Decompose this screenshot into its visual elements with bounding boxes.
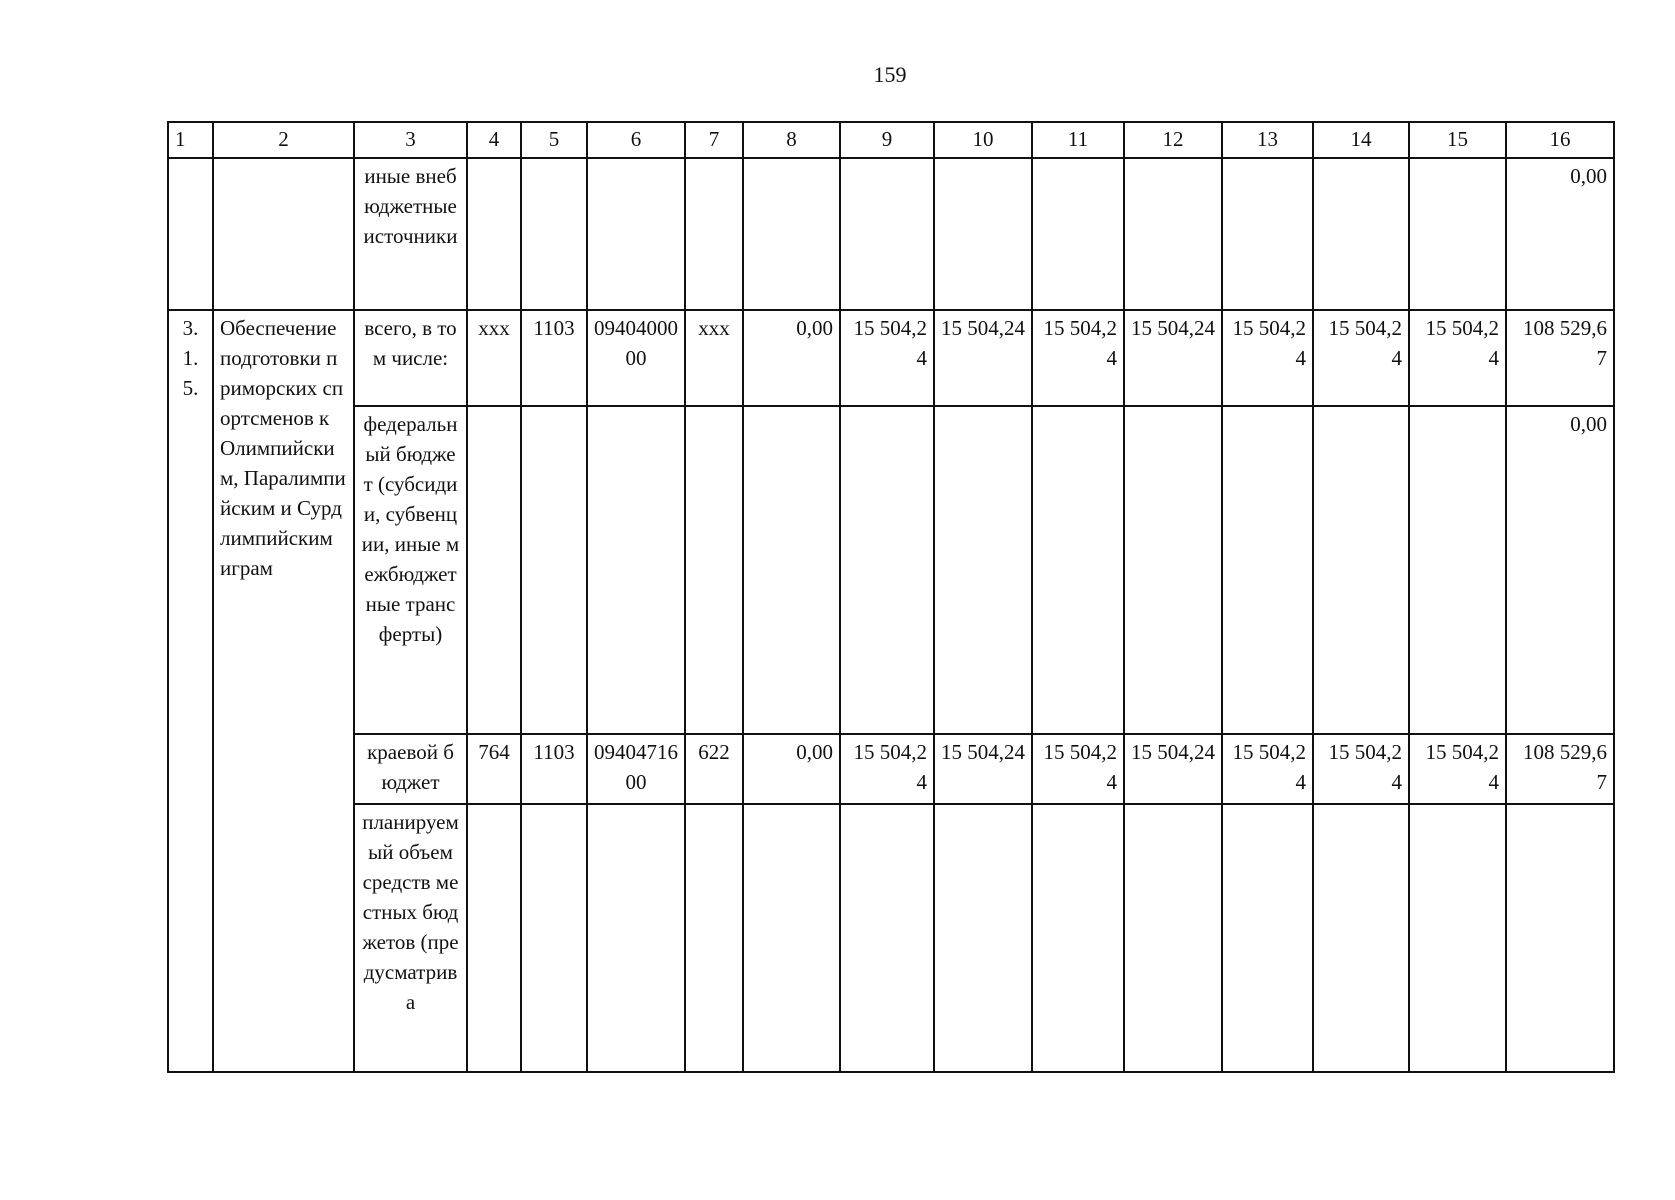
- year-value: 15 504,24: [1124, 734, 1222, 804]
- year-value: 15 504,24: [1222, 734, 1313, 804]
- cell-empty: [1124, 406, 1222, 734]
- cell-empty: [1124, 804, 1222, 1072]
- target-article-code: 0940400000: [587, 310, 685, 406]
- cell-empty: [467, 158, 521, 310]
- year-value: 15 504,24: [1032, 734, 1124, 804]
- cell-empty: [587, 804, 685, 1072]
- year-value: 15 504,24: [934, 310, 1032, 406]
- section-code: 1103: [521, 310, 587, 406]
- cell-empty: [743, 158, 840, 310]
- cell-empty: [1313, 158, 1409, 310]
- expense-type-code: xxx: [685, 310, 743, 406]
- page-number: 159: [873, 62, 907, 87]
- cell-empty: [743, 406, 840, 734]
- cell-empty: [1222, 158, 1313, 310]
- year-value: 15 504,24: [840, 734, 934, 804]
- header-cell-11: 11: [1032, 122, 1124, 158]
- funding-source-label: иные внебюджетные источники: [354, 158, 467, 310]
- section-code: 1103: [521, 734, 587, 804]
- header-cell-8: 8: [743, 122, 840, 158]
- cell-empty: [467, 804, 521, 1072]
- cell-empty: [1409, 158, 1506, 310]
- cell-empty: [685, 406, 743, 734]
- table-row-regional: [168, 734, 1614, 804]
- header-cell-7: 7: [685, 122, 743, 158]
- cell-empty: [1409, 804, 1506, 1072]
- header-cell-13: 13: [1222, 122, 1313, 158]
- cell-empty: [213, 158, 354, 310]
- total-value: 0,00: [1506, 406, 1614, 734]
- cell-empty: [934, 406, 1032, 734]
- cell-empty: [1506, 804, 1614, 1072]
- year-value: 15 504,24: [1222, 310, 1313, 406]
- cell-empty: [840, 804, 934, 1072]
- year-value: 15 504,24: [1313, 734, 1409, 804]
- funding-source-label: планируемый объем средств местных бюджетов (предусматрива: [354, 804, 467, 1072]
- cell-empty: [840, 158, 934, 310]
- header-cell-10: 10: [934, 122, 1032, 158]
- cell-empty: [840, 406, 934, 734]
- cell-empty: [934, 158, 1032, 310]
- header-cell-1: 1: [168, 122, 213, 158]
- cell-empty: [1222, 406, 1313, 734]
- cell-empty: [168, 158, 213, 310]
- expense-type-code: 622: [685, 734, 743, 804]
- cell-empty: [1124, 158, 1222, 310]
- cell-empty: [521, 406, 587, 734]
- year-value: 15 504,24: [1409, 310, 1506, 406]
- cell-empty: [1222, 804, 1313, 1072]
- target-article-code: 0940471600: [587, 734, 685, 804]
- grbs-code: 764: [467, 734, 521, 804]
- total-value: 108 529,67: [1506, 310, 1614, 406]
- header-cell-15: 15: [1409, 122, 1506, 158]
- cell-empty: [587, 158, 685, 310]
- grbs-code: xxx: [467, 310, 521, 406]
- cell-empty: [685, 158, 743, 310]
- budget-table: [167, 121, 1615, 1073]
- item-title: Обеспечение подготовки приморских спортсменов к Олимпийским, Паралимпийским и Сурдлимпийским играм: [213, 310, 354, 1072]
- cell-empty: [1409, 406, 1506, 734]
- year-value: 15 504,24: [1124, 310, 1222, 406]
- year-value: 0,00: [743, 734, 840, 804]
- header-cell-16: 16: [1506, 122, 1614, 158]
- header-cell-5: 5: [521, 122, 587, 158]
- header-cell-6: 6: [587, 122, 685, 158]
- header-cell-12: 12: [1124, 122, 1222, 158]
- cell-empty: [934, 804, 1032, 1072]
- year-value: 15 504,24: [1409, 734, 1506, 804]
- header-cell-14: 14: [1313, 122, 1409, 158]
- cell-empty: [521, 804, 587, 1072]
- year-value: 15 504,24: [840, 310, 934, 406]
- item-number: 3.1.5.: [168, 310, 213, 1072]
- cell-empty: [521, 158, 587, 310]
- cell-empty: [1032, 158, 1124, 310]
- header-cell-3: 3: [354, 122, 467, 158]
- cell-empty: [1032, 406, 1124, 734]
- header-cell-4: 4: [467, 122, 521, 158]
- cell-empty: [1313, 804, 1409, 1072]
- total-value: 0,00: [1506, 158, 1614, 310]
- table-row-local: [168, 804, 1614, 1072]
- funding-source-label: всего, в том числе:: [354, 310, 467, 406]
- funding-source-label: краевой бюджет: [354, 734, 467, 804]
- table-row-other-extrabudget: [168, 158, 1614, 310]
- cell-empty: [587, 406, 685, 734]
- year-value: 15 504,24: [1032, 310, 1124, 406]
- cell-empty: [685, 804, 743, 1072]
- total-value: 108 529,67: [1506, 734, 1614, 804]
- cell-empty: [743, 804, 840, 1072]
- year-value: 15 504,24: [1313, 310, 1409, 406]
- cell-empty: [1032, 804, 1124, 1072]
- cell-empty: [467, 406, 521, 734]
- year-value: 15 504,24: [934, 734, 1032, 804]
- cell-empty: [1313, 406, 1409, 734]
- header-cell-9: 9: [840, 122, 934, 158]
- table-row-total: [168, 310, 1614, 406]
- funding-source-label: федеральный бюджет (субсидии, субвенции, иные межбюджетные трансферты): [354, 406, 467, 734]
- year-value: 0,00: [743, 310, 840, 406]
- table-row-federal: [168, 406, 1614, 734]
- table-header-row: [168, 122, 1614, 158]
- header-cell-2: 2: [213, 122, 354, 158]
